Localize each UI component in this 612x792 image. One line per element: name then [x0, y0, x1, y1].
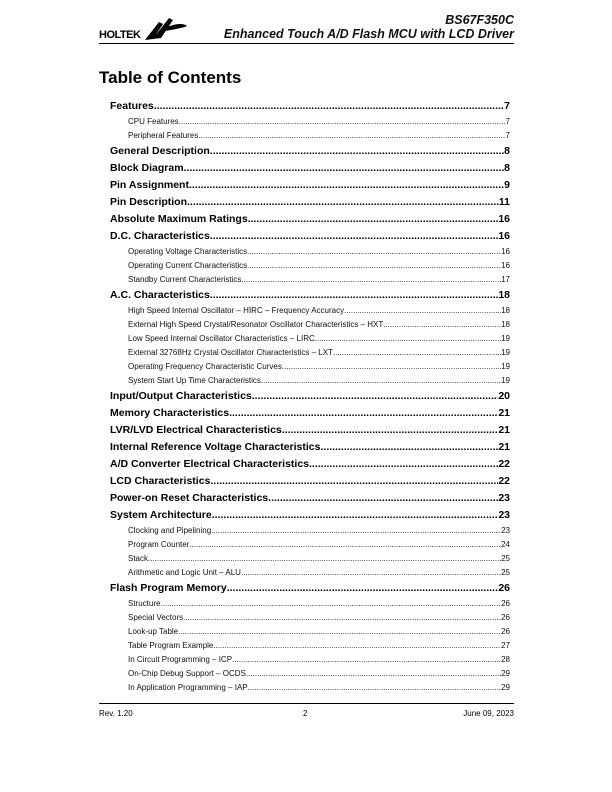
entry-page: 18	[498, 289, 510, 301]
toc-section-entry[interactable]	[110, 162, 510, 179]
entry-page: 16	[498, 213, 510, 225]
dot-leader	[178, 627, 501, 636]
entry-page: 27	[501, 641, 510, 650]
dot-leader	[261, 376, 501, 385]
dot-leader	[232, 655, 501, 664]
page-title: Table of Contents	[99, 68, 242, 87]
dot-leader	[383, 320, 501, 329]
footer-divider	[99, 703, 514, 704]
entry-page: 23	[498, 492, 510, 504]
dot-leader	[248, 683, 501, 692]
toc-subsection-entry[interactable]	[110, 362, 510, 376]
toc-subsection-entry[interactable]	[110, 599, 510, 613]
entry-page: 23	[501, 526, 510, 535]
toc-subsection-entry[interactable]	[110, 669, 510, 683]
entry-title: A/D Converter Electrical Characteristics	[110, 458, 310, 470]
toc-section-entry[interactable]	[110, 441, 510, 458]
toc-section-entry[interactable]	[110, 475, 510, 492]
entry-title: System Architecture	[110, 509, 212, 521]
dot-leader	[282, 424, 499, 436]
dot-leader	[333, 348, 501, 357]
dot-leader	[211, 526, 501, 535]
toc-subsection-entry[interactable]	[110, 306, 510, 320]
toc-section-entry[interactable]	[110, 509, 510, 526]
toc-section-entry[interactable]	[110, 407, 510, 424]
dot-leader	[247, 261, 501, 270]
toc-section-entry[interactable]	[110, 582, 510, 599]
entry-page: 26	[501, 613, 510, 622]
entry-title: Block Diagram	[110, 162, 184, 174]
toc-section-entry[interactable]	[110, 100, 510, 117]
dot-leader	[229, 407, 498, 419]
toc-section-entry[interactable]	[110, 196, 510, 213]
entry-title: External 32768Hz Crystal Oscillator Characteristics – LXT	[128, 348, 333, 357]
entry-page: 18	[501, 320, 510, 329]
entry-title: Absolute Maximum Ratings	[110, 213, 248, 225]
entry-page: 19	[501, 334, 510, 343]
entry-title: Flash Program Memory	[110, 582, 227, 594]
entry-page: 19	[501, 362, 510, 371]
toc-section-entry[interactable]	[110, 145, 510, 162]
entry-page: 26	[501, 599, 510, 608]
toc-subsection-entry[interactable]	[110, 117, 510, 131]
part-number: BS67F350C	[445, 13, 514, 27]
entry-page: 16	[501, 261, 510, 270]
dot-leader	[154, 100, 504, 112]
toc-subsection-entry[interactable]	[110, 627, 510, 641]
dot-leader	[252, 390, 499, 402]
entry-title: Pin Description	[110, 196, 188, 208]
toc-section-entry[interactable]	[110, 230, 510, 247]
entry-title: Clocking and Pipelining	[128, 526, 212, 535]
entry-title: D.C. Characteristics	[110, 230, 210, 242]
entry-title: Pin Assignment	[110, 179, 189, 191]
entry-title: System Start Up Time Characteristics	[128, 376, 261, 385]
entry-title: A.C. Characteristics	[110, 289, 210, 301]
entry-page: 26	[501, 627, 510, 636]
dot-leader	[189, 179, 504, 191]
entry-page: 25	[501, 568, 510, 577]
dot-leader	[315, 334, 501, 343]
svg-text:HOLTEK: HOLTEK	[99, 29, 141, 41]
header-divider	[99, 43, 514, 44]
entry-page: 19	[501, 376, 510, 385]
entry-title: In Circuit Programming – ICP	[128, 655, 233, 664]
dot-leader	[268, 492, 498, 504]
entry-page: 16	[501, 247, 510, 256]
dot-leader	[320, 441, 498, 453]
entry-title: Internal Reference Voltage Characteristics	[110, 441, 321, 453]
toc-subsection-entry[interactable]	[110, 683, 510, 697]
toc-section-entry[interactable]	[110, 492, 510, 509]
document-subtitle: Enhanced Touch A/D Flash MCU with LCD Driver	[223, 27, 514, 41]
toc-subsection-entry[interactable]	[110, 554, 510, 568]
toc-subsection-entry[interactable]	[110, 320, 510, 334]
dot-leader	[246, 669, 501, 678]
toc-subsection-entry[interactable]	[110, 275, 510, 289]
toc-section-entry[interactable]	[110, 390, 510, 407]
entry-page: 16	[498, 230, 510, 242]
entry-page: 7	[505, 117, 510, 126]
dot-leader	[241, 568, 501, 577]
entry-page: 21	[498, 407, 510, 419]
entry-title: In Application Programming – IAP	[128, 683, 248, 692]
entry-page: 20	[498, 390, 510, 402]
toc-subsection-entry[interactable]	[110, 568, 510, 582]
entry-page: 19	[501, 348, 510, 357]
entry-title: Peripheral Features	[128, 131, 199, 140]
toc-subsection-entry[interactable]	[110, 613, 510, 627]
dot-leader	[179, 117, 506, 126]
entry-page: 8	[504, 162, 510, 174]
entry-title: Low Speed Internal Oscillator Characteristics – LIRC	[128, 334, 315, 343]
entry-page: 21	[498, 424, 510, 436]
entry-page: 28	[501, 655, 510, 664]
date: June 09, 2023	[463, 709, 514, 718]
entry-title: On-Chip Debug Support – OCDS	[128, 669, 246, 678]
toc-subsection-entry[interactable]	[110, 540, 510, 554]
table-of-contents	[110, 100, 510, 697]
entry-title: Operating Current Characteristics	[128, 261, 248, 270]
entry-page: 23	[498, 509, 510, 521]
revision: Rev. 1.20	[99, 709, 133, 718]
entry-page: 7	[505, 131, 510, 140]
entry-page: 8	[504, 145, 510, 157]
toc-subsection-entry[interactable]	[110, 526, 510, 540]
dot-leader	[210, 475, 498, 487]
entry-title: LVR/LVD Electrical Characteristics	[110, 424, 282, 436]
entry-title: Program Counter	[128, 540, 190, 549]
entry-title: Table Program Example	[128, 641, 214, 650]
toc-subsection-entry[interactable]	[110, 641, 510, 655]
entry-title: Operating Frequency Characteristic Curves	[128, 362, 282, 371]
entry-page: 7	[504, 100, 510, 112]
entry-title: LCD Characteristics	[110, 475, 211, 487]
dot-leader	[210, 145, 504, 157]
entry-title: Special Vectors	[128, 613, 184, 622]
dot-leader	[247, 247, 501, 256]
dot-leader	[227, 582, 499, 594]
entry-page: 24	[501, 540, 510, 549]
dot-leader	[210, 289, 499, 301]
dot-leader	[282, 362, 501, 371]
dot-leader	[248, 213, 499, 225]
entry-title: External High Speed Crystal/Resonator Oscillator Characteristics – HXT	[128, 320, 384, 329]
entry-page: 18	[501, 306, 510, 315]
entry-title: High Speed Internal Oscillator – HIRC – Frequency Accuracy	[128, 306, 345, 315]
dot-leader	[309, 458, 498, 470]
dot-leader	[160, 599, 501, 608]
toc-subsection-entry[interactable]	[110, 131, 510, 145]
entry-page: 21	[498, 441, 510, 453]
entry-page: 22	[498, 458, 510, 470]
entry-title: CPU Features	[128, 117, 179, 126]
entry-title: Arithmetic and Logic Unit – ALU	[128, 568, 241, 577]
entry-page: 22	[498, 475, 510, 487]
entry-title: Look-up Table	[128, 627, 179, 636]
entry-title: Memory Characteristics	[110, 407, 230, 419]
document-header	[224, 13, 514, 41]
entry-title: Operating Voltage Characteristics	[128, 247, 248, 256]
toc-section-entry[interactable]	[110, 458, 510, 475]
entry-title: Stack	[128, 554, 149, 563]
entry-title: Features	[110, 100, 154, 112]
entry-page: 11	[498, 196, 510, 208]
holtek-logo	[99, 14, 189, 42]
page-number: 2	[303, 709, 308, 718]
dot-leader	[210, 230, 499, 242]
toc-subsection-entry[interactable]	[110, 655, 510, 669]
entry-page: 17	[501, 275, 510, 284]
entry-title: General Description	[110, 145, 210, 157]
toc-section-entry[interactable]	[110, 179, 510, 196]
dot-leader	[344, 306, 501, 315]
entry-title: Structure	[128, 599, 161, 608]
dot-leader	[241, 275, 501, 284]
toc-section-entry[interactable]	[110, 213, 510, 230]
dot-leader	[184, 162, 505, 174]
toc-subsection-entry[interactable]	[110, 261, 510, 275]
dot-leader	[189, 540, 501, 549]
toc-subsection-entry[interactable]	[110, 334, 510, 348]
toc-section-entry[interactable]	[110, 424, 510, 441]
dot-leader	[212, 509, 499, 521]
toc-section-entry[interactable]	[110, 289, 510, 306]
dot-leader	[187, 196, 499, 208]
entry-title: Power-on Reset Characteristics	[110, 492, 269, 504]
entry-page: 29	[501, 683, 510, 692]
dot-leader	[183, 613, 501, 622]
entry-page: 29	[501, 669, 510, 678]
entry-page: 9	[504, 179, 510, 191]
dot-leader	[213, 641, 501, 650]
entry-title: Input/Output Characteristics	[110, 390, 252, 402]
entry-page: 25	[501, 554, 510, 563]
toc-subsection-entry[interactable]	[110, 247, 510, 261]
entry-page: 26	[498, 582, 510, 594]
entry-title: Standby Current Characteristics	[128, 275, 242, 284]
dot-leader	[148, 554, 501, 563]
dot-leader	[198, 131, 505, 140]
toc-subsection-entry[interactable]	[110, 348, 510, 362]
toc-subsection-entry[interactable]	[110, 376, 510, 390]
